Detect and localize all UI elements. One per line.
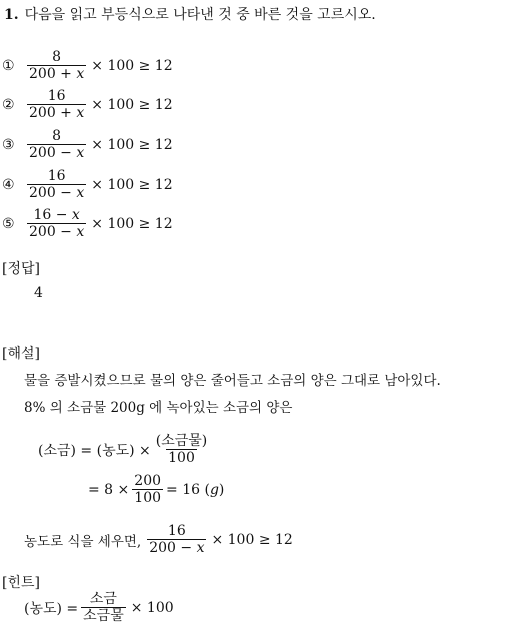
fraction bbox=[154, 433, 210, 467]
numerator: 16 bbox=[47, 168, 66, 184]
numerator: 16 bbox=[47, 88, 66, 104]
numerator: 8 bbox=[52, 128, 62, 144]
fraction bbox=[27, 207, 86, 241]
explanation-line-1: 물을 증발시켰으므로 물의 양은 줄어들고 소금의 양은 그대로 남아있다. bbox=[24, 373, 441, 389]
denominator: 소금물 bbox=[83, 608, 124, 624]
denominator: 200 + x bbox=[29, 105, 85, 121]
explanation-line-3: 농도로 식을 세우면, bbox=[24, 534, 142, 550]
choice-5[interactable] bbox=[2, 206, 173, 242]
choice-marker: ⑤ bbox=[2, 216, 15, 232]
choice-tail: × 100 ≥ 12 bbox=[91, 137, 173, 153]
fraction bbox=[27, 168, 86, 202]
denominator: 100 bbox=[134, 490, 162, 506]
numerator: 16 bbox=[167, 523, 186, 539]
denominator: 200 − x bbox=[149, 540, 205, 556]
equation-lhs: = 8 × bbox=[88, 482, 130, 498]
numerator: 16 − x bbox=[33, 207, 80, 223]
equation-tail: × 100 ≥ 12 bbox=[211, 532, 293, 548]
fraction bbox=[27, 88, 86, 122]
equation-salt-amount bbox=[38, 430, 212, 470]
choice-marker: ④ bbox=[2, 177, 15, 193]
equation-rhs: = 16 (g) bbox=[166, 482, 225, 498]
numerator: 소금 bbox=[89, 591, 117, 607]
choice-4[interactable] bbox=[2, 167, 173, 203]
choice-3[interactable] bbox=[2, 127, 173, 163]
numerator: 200 bbox=[134, 473, 162, 489]
choice-tail: × 100 ≥ 12 bbox=[91, 97, 173, 113]
choice-tail: × 100 ≥ 12 bbox=[91, 177, 173, 193]
denominator: 200 − x bbox=[29, 145, 85, 161]
choice-tail: × 100 ≥ 12 bbox=[91, 216, 173, 232]
choice-marker: ③ bbox=[2, 137, 15, 153]
denominator: 100 bbox=[168, 450, 195, 466]
hint-label: [힌트] bbox=[2, 575, 40, 591]
fraction bbox=[27, 49, 86, 83]
fraction bbox=[147, 523, 206, 557]
answer-label: [정답] bbox=[2, 261, 40, 277]
choice-marker: ② bbox=[2, 97, 15, 113]
concentration-equation-line bbox=[24, 520, 293, 560]
hint-tail: × 100 bbox=[130, 600, 174, 616]
equation-lhs: (소금) = (농도) × bbox=[38, 443, 151, 459]
fraction bbox=[132, 473, 163, 507]
answer-value: 4 bbox=[34, 285, 43, 301]
question-header bbox=[4, 4, 376, 24]
hint-equation bbox=[24, 588, 174, 628]
fraction bbox=[27, 128, 86, 162]
hint-lhs: (농도) = bbox=[24, 601, 79, 617]
question-number: 1. bbox=[4, 7, 19, 23]
equation-salt-value bbox=[88, 470, 224, 510]
fraction bbox=[81, 591, 126, 625]
numerator: 8 bbox=[52, 49, 62, 65]
denominator: 200 − x bbox=[29, 224, 85, 240]
explanation-label: [해설] bbox=[2, 346, 40, 362]
question-text: 다음을 읽고 부등식으로 나타낸 것 중 바른 것을 고르시오. bbox=[24, 7, 376, 23]
choice-2[interactable] bbox=[2, 87, 173, 123]
denominator: 200 + x bbox=[29, 66, 85, 82]
explanation-line-2: 8% 의 소금물 200g 에 녹아있는 소금의 양은 bbox=[24, 400, 293, 416]
numerator: (소금물) bbox=[155, 433, 208, 449]
choice-tail: × 100 ≥ 12 bbox=[91, 58, 173, 74]
choice-marker: ① bbox=[2, 58, 15, 74]
denominator: 200 − x bbox=[29, 185, 85, 201]
choice-1[interactable] bbox=[2, 48, 173, 84]
